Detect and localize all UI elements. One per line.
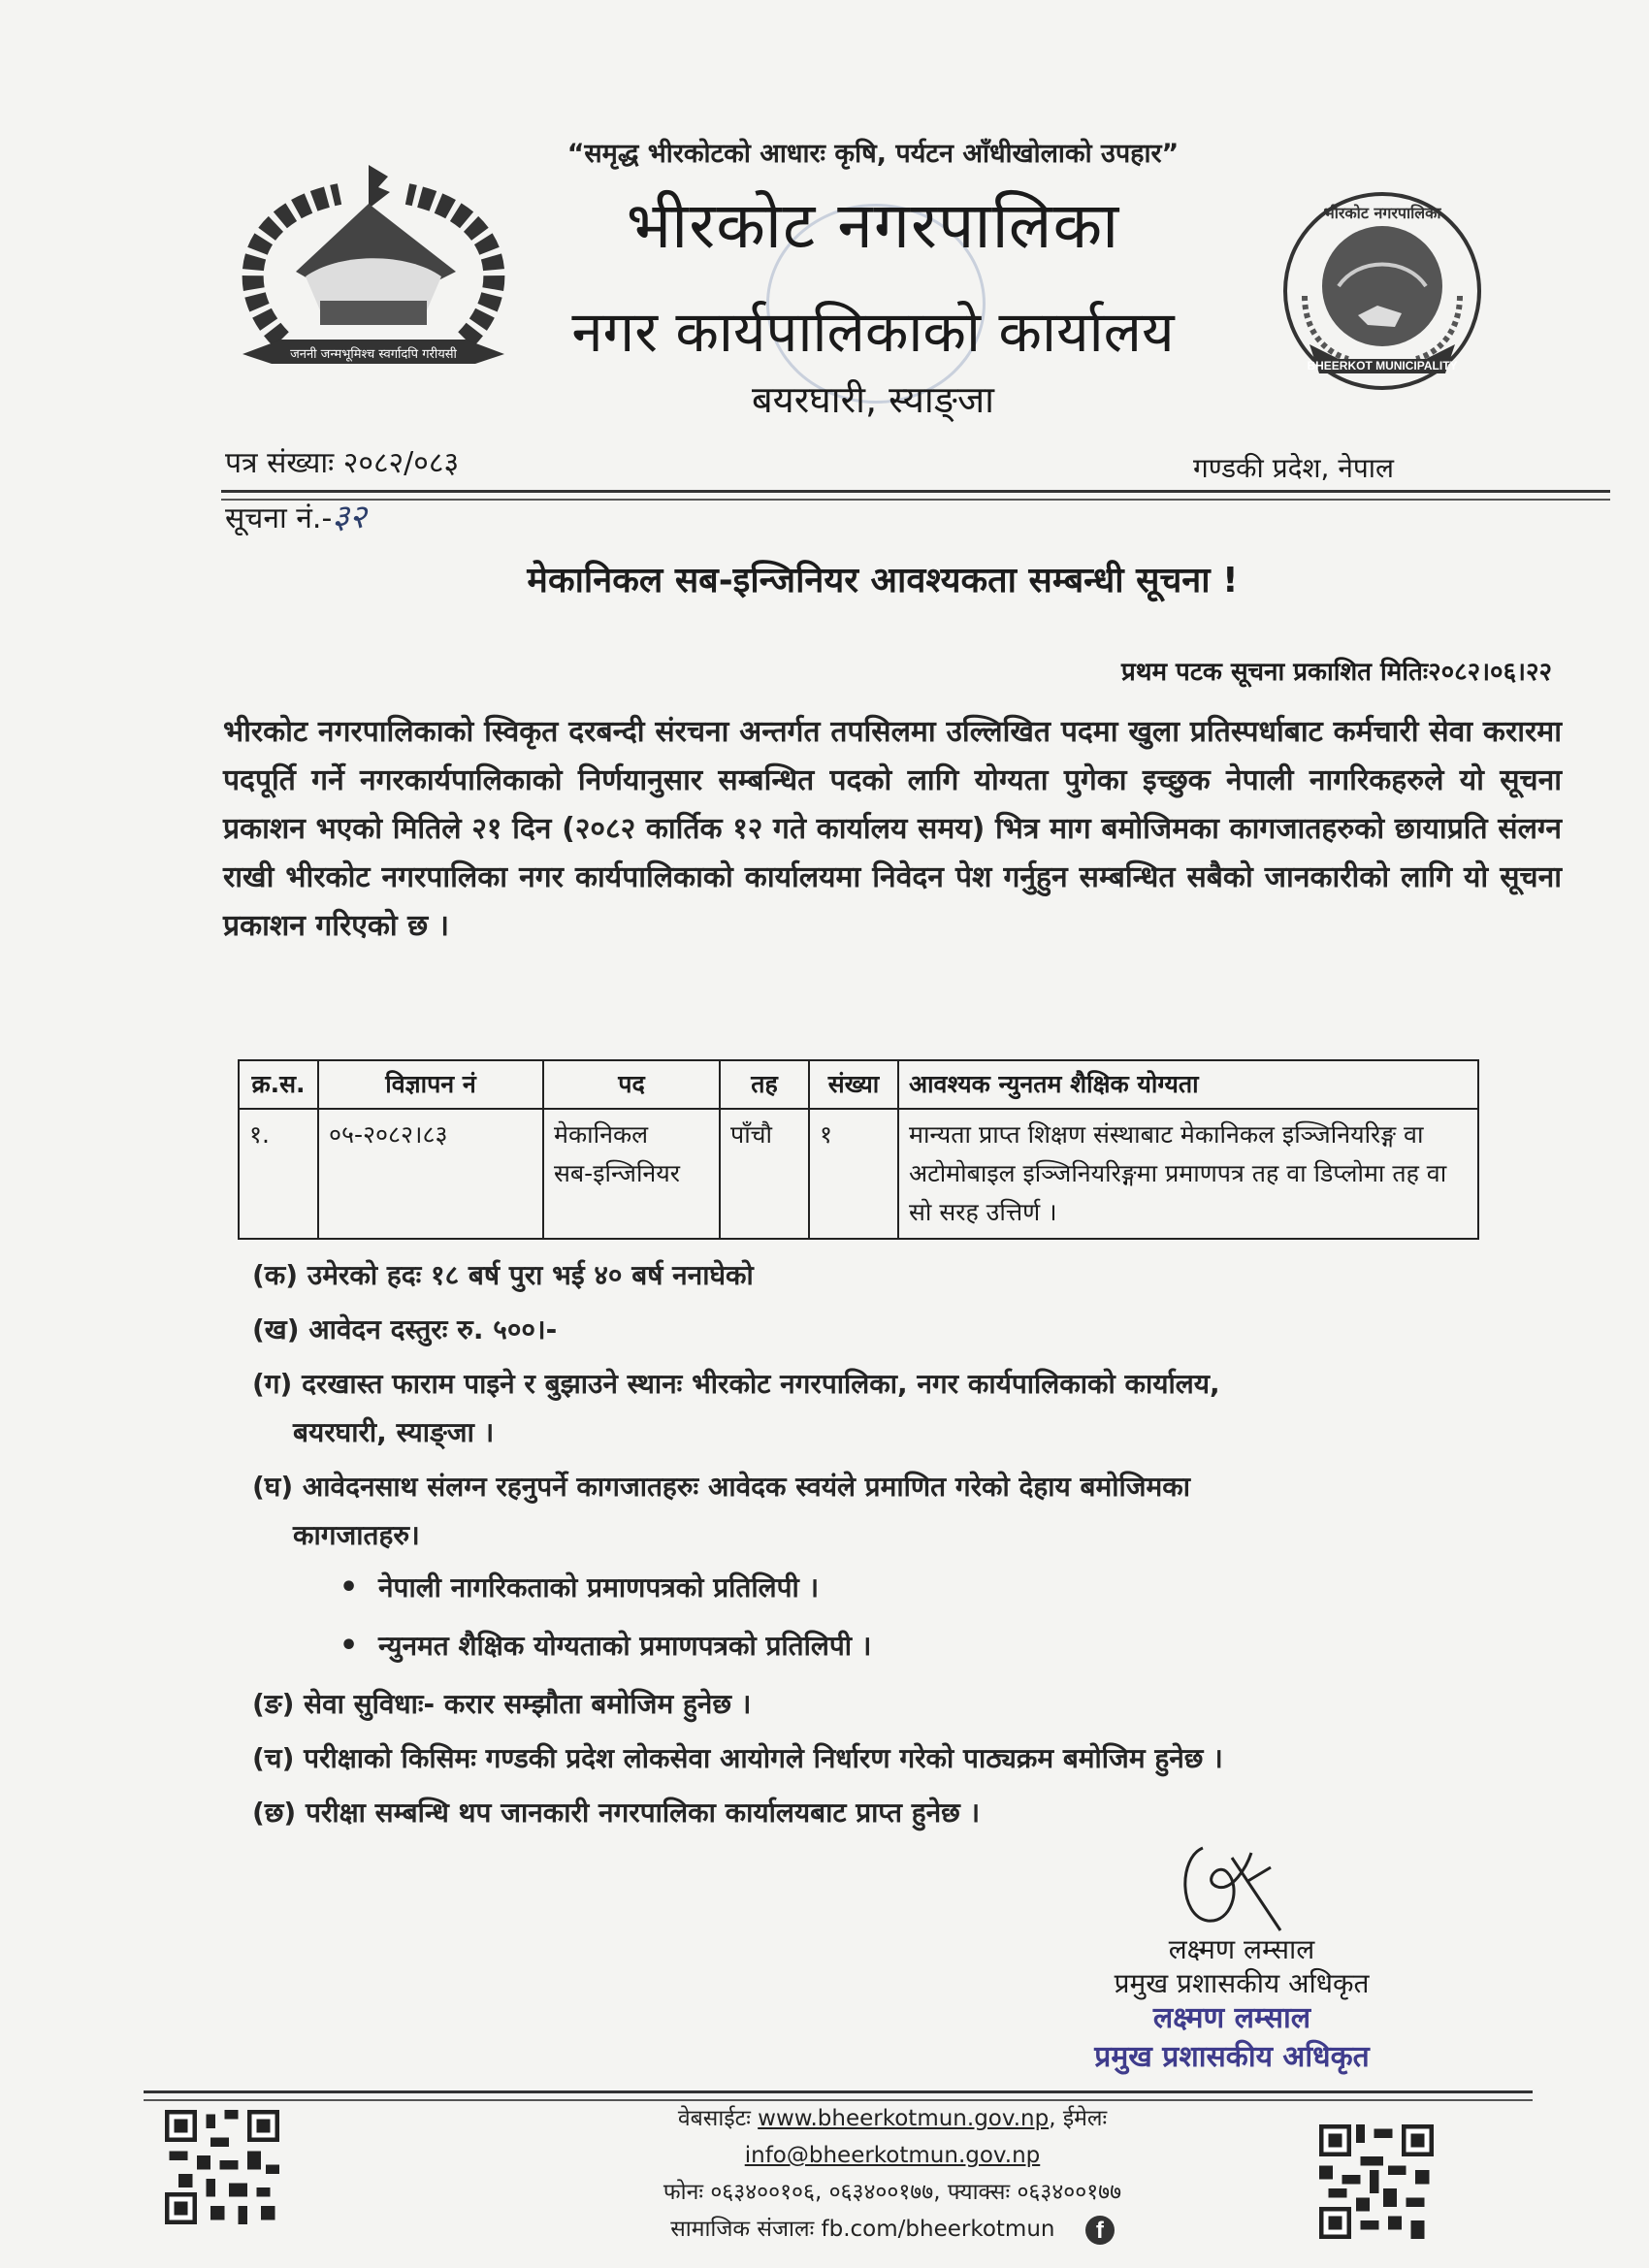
post-line2: सब-इन्जिनियर [554,1159,681,1187]
municipality-name: भीरकोट नगरपालिका [626,188,1120,263]
social-link[interactable]: fb.com/bheerkotmun [821,2217,1055,2242]
table-row [239,1109,1478,1239]
condition-service: (ङ) सेवा सुविधाः- करार सम्झौता बमोजिम हुनेछ । [252,1688,752,1720]
col-level: तह [720,1060,809,1109]
condition-location-cont: बयरघारी, स्याङ्जा । [293,1416,495,1448]
footer-phone-line: फोनः ०६३४००१०६, ०६३४००१७७, फ्याक्सः ०६३४००१७७ [663,2180,1122,2205]
phone-numbers: ०६३४००१०६, ०६३४००१७७ [710,2180,934,2205]
facebook-icon[interactable]: f [1085,2216,1115,2245]
condition-location-text: (ग) दरखास्त फाराम पाइने र बुझाउने स्थानः भीरकोट नगरपालिका, नगर कार्यपालिकाको कार्यालय, [252,1368,1220,1400]
nepal-emblem-icon [223,155,524,388]
cell-post [543,1109,720,1239]
province-label: गण्डकी प्रदेश, नेपाल [1193,452,1395,484]
notice-subject: मेकानिकल सब-इन्जिनियर आवश्यकता सम्बन्धी सूचना ! [527,561,1239,600]
conditions-list [252,1251,1571,1843]
email-link[interactable]: info@bheerkotmun.gov.np [744,2143,1041,2168]
signer-title: प्रमुख प्रशासकीय अधिकृत [1114,1967,1370,1999]
stamp-name: लक्ष्मण लम्साल [1152,2001,1311,2035]
condition-documents-cont: कागजातहरु। [293,1519,420,1551]
notice-body: भीरकोट नगरपालिकाको स्विकृत दरबन्दी संरचना अन्तर्गत तपसिलमा उल्लिखित पदमा खुला प्रतिस्पर्धाबाट कर्मचारी सेवा करारमा पदपूर्ति गर्ने नगरकार्यपालिकाको निर्णयानुसार सम्बन्धित पदको लागि योग्यता पुगेका इच्छुक नेपाली नागरिकहरुले यो सूचना प्रकाशन भएको मितिले २१ दिन (२०८२ कार्तिक १२ गते कार्यालय समय) भित्र माग बमोजिमका कागजातहरुको छायाप्रति संलग्न राखी भीरकोट नगरपालिका नगर कार्यपालिकाको कार्यालयमा निवेदन पेश गर्नुहुन सम्बन्धित सबैको जानकारीको लागि यो सूचना प्रकाशन गरिएको छ । [223,715,1562,943]
list-item: • नेपाली नागरिकताको प्रमाणपत्रको प्रतिलिपी । [340,1564,1571,1612]
office-name: नगर कार्यपालिकाको कार्यालय [571,299,1175,365]
publication-date [931,653,1552,688]
publication-date-value: २०८२।०६।२२ [1428,658,1552,687]
col-qualification: आवश्यक न्युनतम शैक्षिक योग्यता [898,1060,1478,1109]
svg-text:जननी जन्मभूमिश्च स्वर्गादपि गर: जननी जन्मभूमिश्च स्वर्गादपि गरीयसी [290,347,457,362]
svg-text:भीरकोट नगरपालिका: भीरकोट नगरपालिका [1323,204,1441,222]
stamp-title: प्रमुख प्रशासकीय अधिकृत [1094,2040,1370,2074]
municipality-motto: “समृद्ध भीरकोटको आधारः कृषि, पर्यटन आँधीखोलाको उपहार” [566,139,1180,169]
website-label: वेबसाईटः [677,2106,751,2131]
notice-number [225,493,367,537]
cell-sn: १. [239,1109,318,1239]
vacancy-table [238,1059,1479,1240]
svg-text:BHEERKOT MUNICIPALITY: BHEERKOT MUNICIPALITY [1307,359,1458,373]
cell-level: पाँचौ [720,1109,809,1239]
notice-number-label: सूचना नं.- [225,502,333,535]
letter-number-label: पत्र संख्याः [225,446,335,480]
col-post: पद [543,1060,720,1109]
fax-label: फ्याक्सः [947,2180,1011,2205]
letter-number [225,441,459,481]
footer-web-line: वेबसाईटः www.bheerkotmun.gov.np, ईमेलः info@bheerkotmun.gov.np [677,2106,1108,2168]
notice-number-value: ३२ [332,498,367,536]
list-item: • न्युनमत शैक्षिक योग्यताको प्रमाणपत्रको प्रतिलिपी । [340,1622,1571,1670]
signature-icon [1174,1829,1290,1935]
condition-documents [252,1463,1571,1670]
qr-code-icon [165,2110,279,2224]
table-header-row [239,1060,1478,1109]
cell-ad-no: ०५-२०८२।८३ [318,1109,543,1239]
letter-number-value: २०८२/०८३ [342,446,460,480]
footer-social-line [543,2211,1242,2248]
fax-number: ०६३४००१७७ [1017,2180,1122,2205]
header-divider [221,490,1610,501]
website-link[interactable]: www.bheerkotmun.gov.np [758,2106,1050,2131]
publication-date-label: प्रथम पटक सूचना प्रकाशित मितिः [1121,658,1429,687]
phone-label: फोनः [663,2180,704,2205]
municipality-logo-icon [1280,189,1484,393]
qr-code-icon [1319,2124,1434,2239]
condition-location [252,1360,1571,1457]
office-address: बयरघारी, स्याङ्जा [751,378,995,421]
col-count: संख्या [809,1060,898,1109]
email-label: ईमेलः [1062,2106,1108,2131]
cell-qualification: मान्यता प्राप्त शिक्षण संस्थाबाट मेकानिकल इञ्जिनियरिङ्ग वा अटोमोबाइल इञ्जिनियरिङ्गमा प्रमाणपत्र तह वा डिप्लोमा तह वा सो सरह उत्तिर्ण । [898,1109,1478,1239]
contact-footer [543,2100,1242,2248]
condition-exam-info: (छ) परीक्षा सम्बन्धि थप जानकारी नगरपालिका कार्यालयबाट प्राप्त हुनेछ । [252,1797,981,1829]
post-line1: मेकानिकल [554,1120,649,1149]
col-sn: क्र.स. [239,1060,318,1109]
condition-fee: (ख) आवेदन दस्तुरः रु. ५००।- [252,1313,558,1345]
condition-age: (क) उमेरको हदः १८ बर्ष पुरा भई ४० बर्ष ननाघेको [252,1259,754,1291]
col-ad-no: विज्ञापन नं [318,1060,543,1109]
social-label: सामाजिक संजालः [670,2217,815,2242]
cell-count: १ [809,1109,898,1239]
condition-documents-text: (घ) आवेदनसाथ संलग्न रहनुपर्ने कागजातहरुः आवेदक स्वयंले प्रमाणित गरेको देहाय बमोजिमका [252,1471,1191,1503]
condition-exam-type: (च) परीक्षाको किसिमः गण्डकी प्रदेश लोकसेवा आयोगले निर्धारण गरेको पाठ्यक्रम बमोजिम हुनेछ । [252,1742,1223,1774]
document-list [340,1564,1571,1670]
signer-name: लक्ष्मण लम्साल [1168,1933,1315,1965]
